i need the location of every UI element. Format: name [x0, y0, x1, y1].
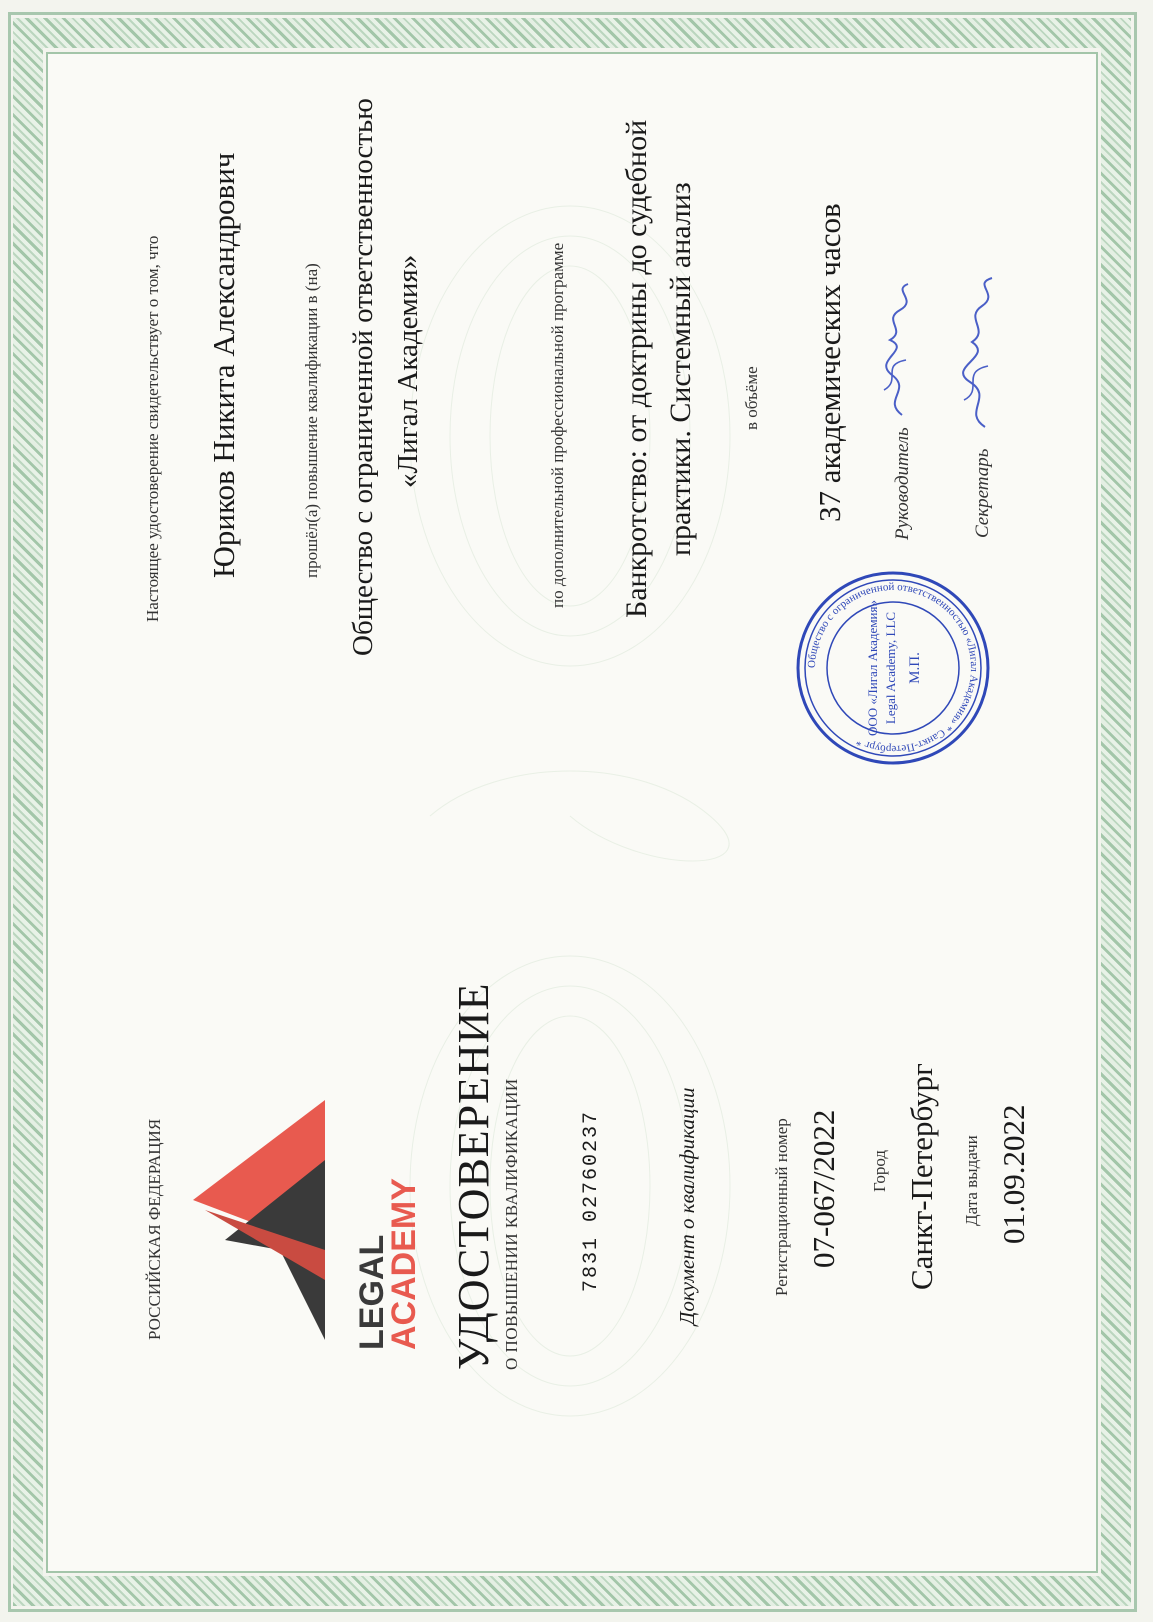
- volume-value: 37 академических часов: [812, 203, 847, 522]
- program-label: по дополнительной профессиональной программе: [548, 242, 567, 608]
- intro-text: Настоящее удостоверение свидетельствует о том, что: [143, 235, 162, 622]
- issue-date-value: 01.09.2022: [996, 1104, 1031, 1244]
- secretary-signature-label: Секретарь: [972, 448, 993, 538]
- stamp-line3: М.П.: [907, 652, 923, 684]
- organization-stamp: [793, 568, 993, 768]
- legal-academy-logo: [185, 1100, 423, 1360]
- program-line2: практики. Системный анализ: [664, 182, 697, 556]
- serial-number: 7831 02760237: [580, 1109, 603, 1292]
- stamp-line2: Legal Academy, LLC: [883, 611, 898, 725]
- recipient-name: Юриков Никита Александрович: [206, 152, 241, 578]
- city-label: Город: [870, 1150, 889, 1192]
- passed-text: прошёл(а) повышение квалификации в (на): [302, 263, 321, 578]
- city-value: Санкт-Петербург: [904, 1063, 939, 1290]
- logo-line2: ACADEMY: [385, 1178, 423, 1350]
- stamp-ring-text: Общество с ограниченной ответственностью «Лигал Академия» * Санкт-Петербург *: [805, 580, 981, 756]
- logo-line1: LEGAL: [353, 1234, 391, 1350]
- volume-label: в объёме: [742, 366, 761, 430]
- organization-line1: Общество с ограниченной ответственностью: [347, 98, 379, 656]
- organization-line2: «Лигал Академия»: [392, 254, 424, 488]
- issue-date-label: Дата выдачи: [962, 1135, 981, 1226]
- document-subtitle: О ПОВЫШЕНИИ КВАЛИФИКАЦИИ: [502, 1078, 521, 1370]
- stamp-line1: ООО «Лигал Академия»: [865, 600, 880, 736]
- country-label: РОССИЙСКАЯ ФЕДЕРАЦИЯ: [145, 1118, 164, 1340]
- head-signature-image: [872, 280, 922, 420]
- document-type: Документ о квалификации: [675, 1087, 699, 1325]
- registration-number: 07-067/2022: [806, 1109, 841, 1268]
- head-signature-label: Руководитель: [892, 427, 913, 540]
- registration-label: Регистрационный номер: [772, 1118, 791, 1296]
- document-title: УДОСТОВЕРЕНИЕ: [449, 982, 498, 1370]
- program-line1: Банкротство: от доктрины до судебной: [620, 119, 653, 618]
- secretary-signature-image: [950, 272, 1005, 432]
